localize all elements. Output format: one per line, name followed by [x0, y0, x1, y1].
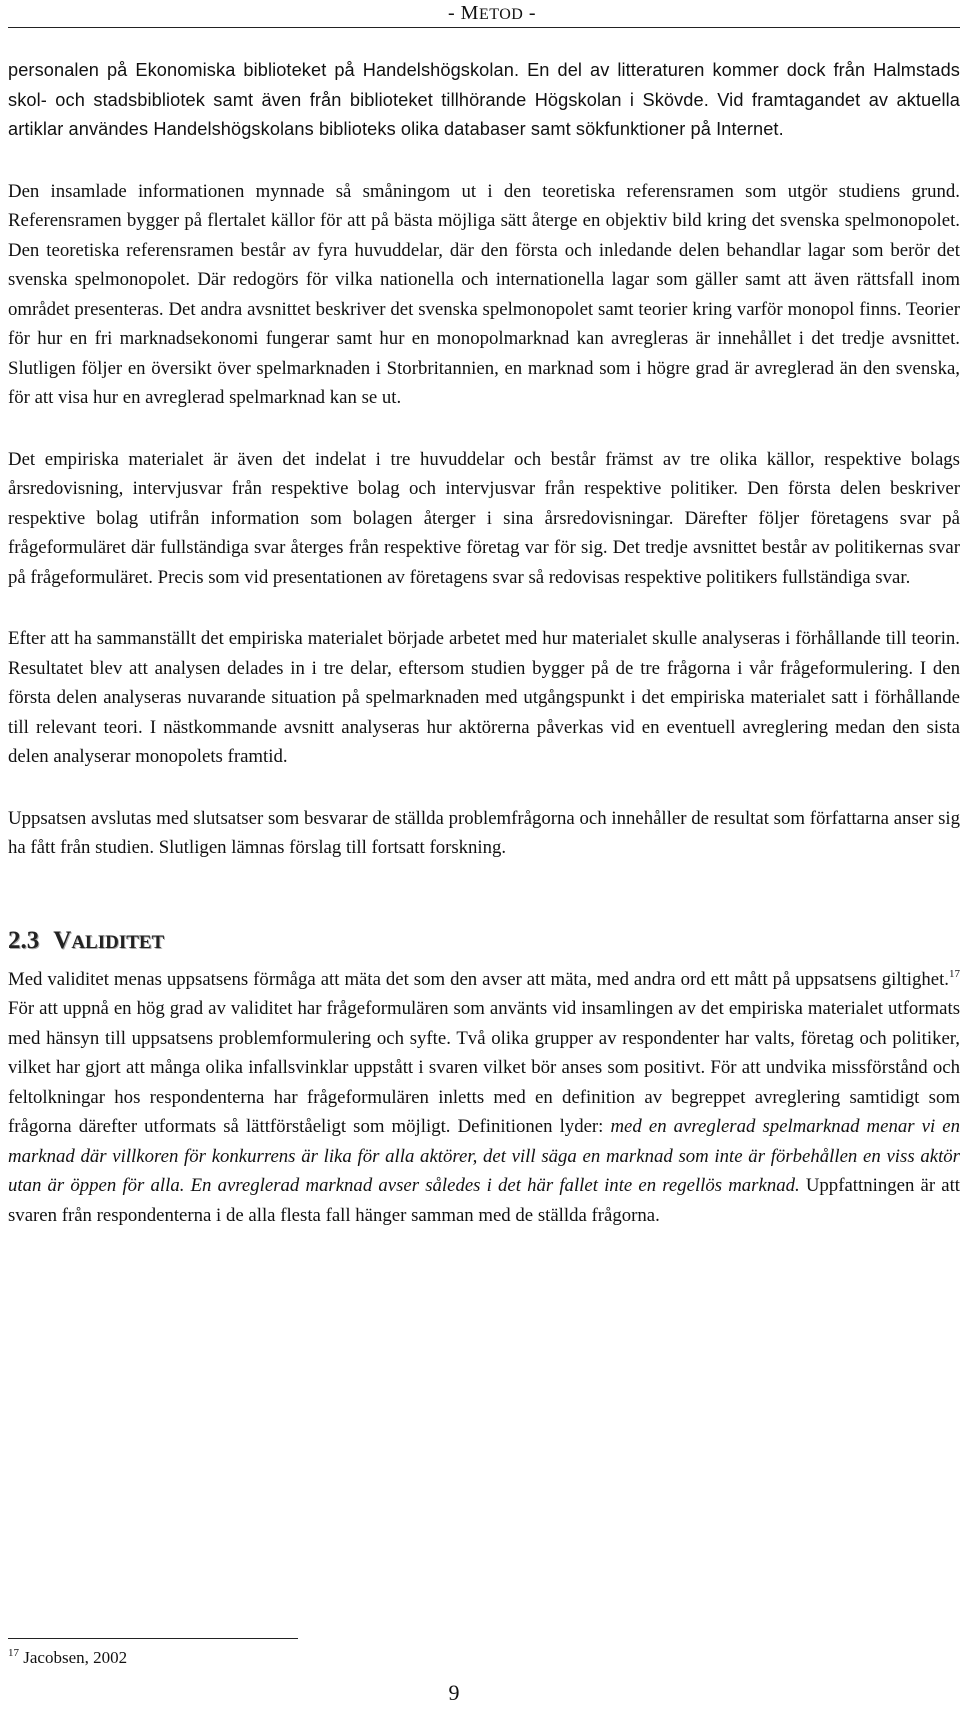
footnote-divider: [8, 1638, 298, 1639]
paragraph-analysis: Efter att ha sammanställt det empiriska materialet började arbetet med hur materialet skulle analyseras i förhållande till teorin. Resultatet blev att analysen delades in i tre delar, eftersom studien bygger på de tre frågorna i vår frågeformulering. I den första delen analyseras nuvarande situation på spelmarknaden med utgångspunkt i det empiriska materialet satt i förhållande till relevant teori. I nästkommande avsnitt analyseras hur aktörerna påverkas vid en eventuell avreglering medan den sista delen analyserar monopolets framtid.: [8, 628, 960, 767]
paragraph-empirical-material: Det empiriska materialet är även det indelat i tre huvuddelar och består främst av tre olika källor, respektive bolags årsredovisning, intervjusvar från respektive bolag och intervjusvar från respektive politiker. Den första delen beskriver respektive bolag utifrån information som bolagen återger i sina årsredovisningar. Därefter följer företagens svar på frågeformuläret där fullständiga svar återges från respektive företag var för sig. Det tredje avsnittet består av politikernas svar på frågeformuläret. Precis som vid presentationen av företagens svar så redovisas respektive politikers fullständiga svar.: [8, 448, 960, 588]
footnote: [8, 1646, 127, 1670]
paragraph-theoretical-framework: Den insamlade informationen mynnade så småningom ut i den teoretiska referensramen som utgör studiens grund. Referensramen bygger på flertalet källor för att på bästa möjliga sätt återge en objektiv bild kring det svenska spelmonopolet. Den teoretiska referensramen består av fyra huvuddelar, där den första och inledande delen behandlar lagar som berör det svenska spelmonopolet. Där redogörs för vilka nationella och internationella lagar som gäller samt att även rättsfall inom området presenteras. Det andra avsnittet beskriver det svenska spelmonopolet samt teorier kring varför monopol finns. Teorier för hur en fri marknadsekonomi fungerar samt hur en monopolmarknad kan avregleras är innehållet i det tredje avsnittet. Slutligen följer en översikt över spelmarknaden i Storbritannien, en marknad som i högre grad är avreglerad än den svenska, för att visa hur en avreglerad spelmarknad kan se ut.: [8, 180, 960, 408]
footnote-reference[interactable]: 17: [949, 967, 960, 980]
section-title-initial: V: [53, 926, 72, 954]
running-header: [8, 0, 960, 28]
validity-text-c: Uppfattningen är att svaren från respondenterna i de alla flesta fall hänger samman med de ställda frågorna.: [8, 1175, 960, 1226]
page-number: [0, 1680, 960, 1706]
footnote-number: 17: [8, 1647, 19, 1659]
validity-text-a: Med validitet menas uppsatsens förmåga att mäta det som den avser att mäta, med andra ord ett mått på uppsatsens giltighet.: [8, 968, 949, 990]
header-smallcaps: ETOD: [478, 6, 524, 23]
validity-text-b: För att uppnå en hög grad av validitet har frågeformulären som använts vid insamlingen av det empiriska materialet utformats med hänsyn till uppsatsens problemformulering och syfte. Två olika grupper av respondenter har valts, företag och politiker, vilket har gjort att många olika infallsvinklar uppstått i svaren vilket bör anses som positivt. För att undvika missförstånd och feltolkningar hos respondenterna har frågeformulären inletts med en definition av begreppet avreglering samtidigt som frågorna därefter utformats så lättförståeligt som möjligt. Definitionen lyder:: [8, 998, 960, 1137]
section-number: 2.3: [8, 926, 40, 954]
header-suffix: -: [523, 2, 536, 24]
validity-definition: med en avreglerad spelmarknad menar vi en marknad där villkoren för konkurrens är lika för alla aktörer, det vill säga en marknad som inte är förbehållen en viss aktör utan är öppen för alla. En avreglerad marknad avser således i det här fallet inte en regellös marknad.: [8, 1116, 960, 1196]
paragraph-library-sources: personalen på Ekonomiska biblioteket på Handelshögskolan. En del av litteraturen kommer dock från Halmstads skol- och stadsbibliotek samt även från biblioteket tillhörande Högskolan i Skövde. Vid framtagandet av aktuella artiklar användes Handelshögskolans biblioteks olika databaser samt sökfunktioner på Internet.: [8, 60, 960, 139]
section-title-rest: ALIDITET: [71, 931, 165, 953]
page-body: [8, 56, 960, 1262]
section-heading-validitet: [8, 925, 960, 959]
paragraph-conclusions: Uppsatsen avslutas med slutsatser som besvarar de ställda problemfrågorna och innehåller de resultat som författarna anser sig ha fått från studien. Slutligen lämnas förslag till fortsatt forskning.: [8, 807, 960, 858]
paragraph-validity: [8, 965, 960, 1231]
footnote-text: Jacobsen, 2002: [19, 1648, 128, 1667]
page-number-value: 9: [448, 1680, 460, 1705]
header-prefix: - M: [448, 2, 479, 24]
